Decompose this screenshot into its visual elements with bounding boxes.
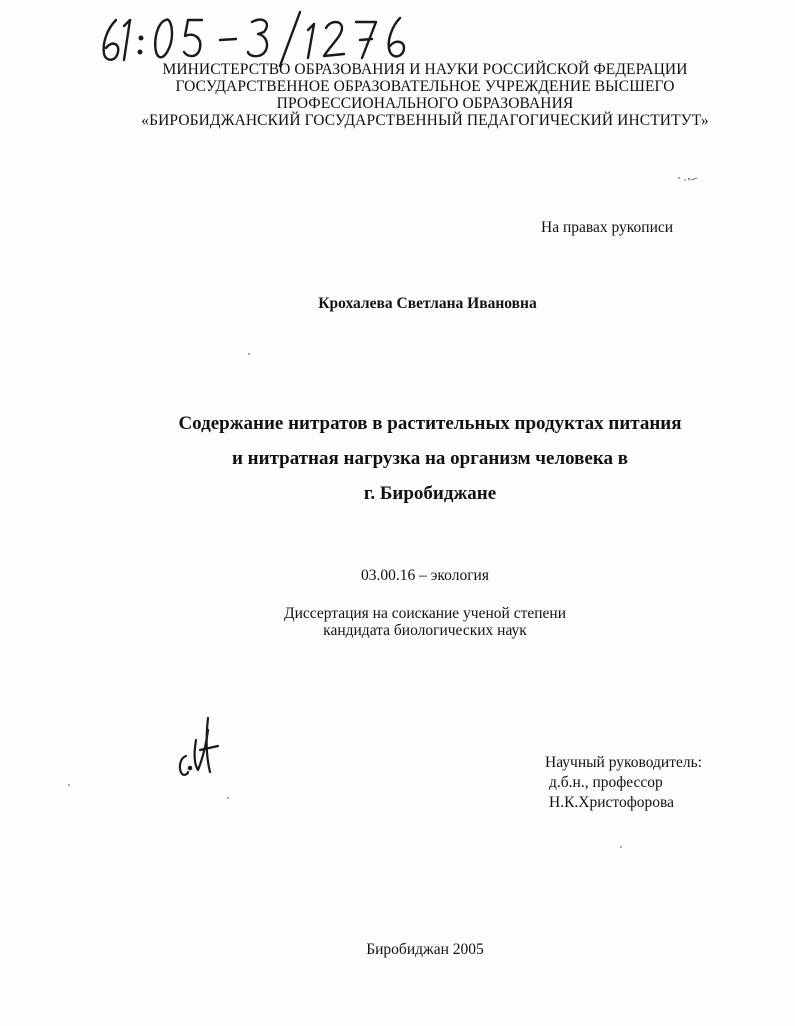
specialty-code: 03.00.16 – экология xyxy=(361,567,489,584)
institution-line: ПРОФЕССИОНАЛЬНОГО ОБРАЗОВАНИЯ xyxy=(276,95,574,112)
author-name: Крохалева Светлана Ивановна xyxy=(318,295,537,312)
supervisor-name: Н.К.Христофорова xyxy=(549,794,675,811)
institution-line: МИНИСТЕРСТВО ОБРАЗОВАНИЯ И НАУКИ РОССИЙСКОЙ ФЕДЕРАЦИИ xyxy=(162,61,688,78)
scan-dust xyxy=(68,784,70,786)
scan-dust xyxy=(227,797,229,799)
degree-statement xyxy=(0,605,795,639)
handwritten-archive-number xyxy=(94,6,424,68)
handwritten-mark xyxy=(176,712,228,782)
scan-dust xyxy=(248,353,250,355)
degree-line: кандидата биологических наук xyxy=(323,622,527,639)
institution-header xyxy=(120,61,730,129)
scan-dust xyxy=(620,846,622,848)
supervisor-label: Научный руководитель: xyxy=(545,754,702,771)
dissertation-title xyxy=(160,406,700,511)
institution-line: «БИРОБИДЖАНСКИЙ ГОСУДАРСТВЕННЫЙ ПЕДАГОГИЧЕСКИЙ ИНСТИТУТ» xyxy=(141,112,709,129)
supervisor-block xyxy=(545,753,702,813)
title-line: г. Биробиджане xyxy=(363,483,497,504)
supervisor-degree: д.б.н., профессор xyxy=(549,774,663,791)
place-and-year: Биробиджан 2005 xyxy=(366,941,484,958)
scan-speck xyxy=(676,174,700,184)
title-line: и нитратная нагрузка на организм человека в xyxy=(231,448,629,469)
title-line: Содержание нитратов в растительных продуктах питания xyxy=(178,413,682,434)
institution-line: ГОСУДАРСТВЕННОЕ ОБРАЗОВАТЕЛЬНОЕ УЧРЕЖДЕНИЕ ВЫСШЕГО xyxy=(175,78,675,95)
manuscript-rights-note: На правах рукописи xyxy=(541,219,674,236)
degree-line: Диссертация на соискание ученой степени xyxy=(284,605,566,622)
